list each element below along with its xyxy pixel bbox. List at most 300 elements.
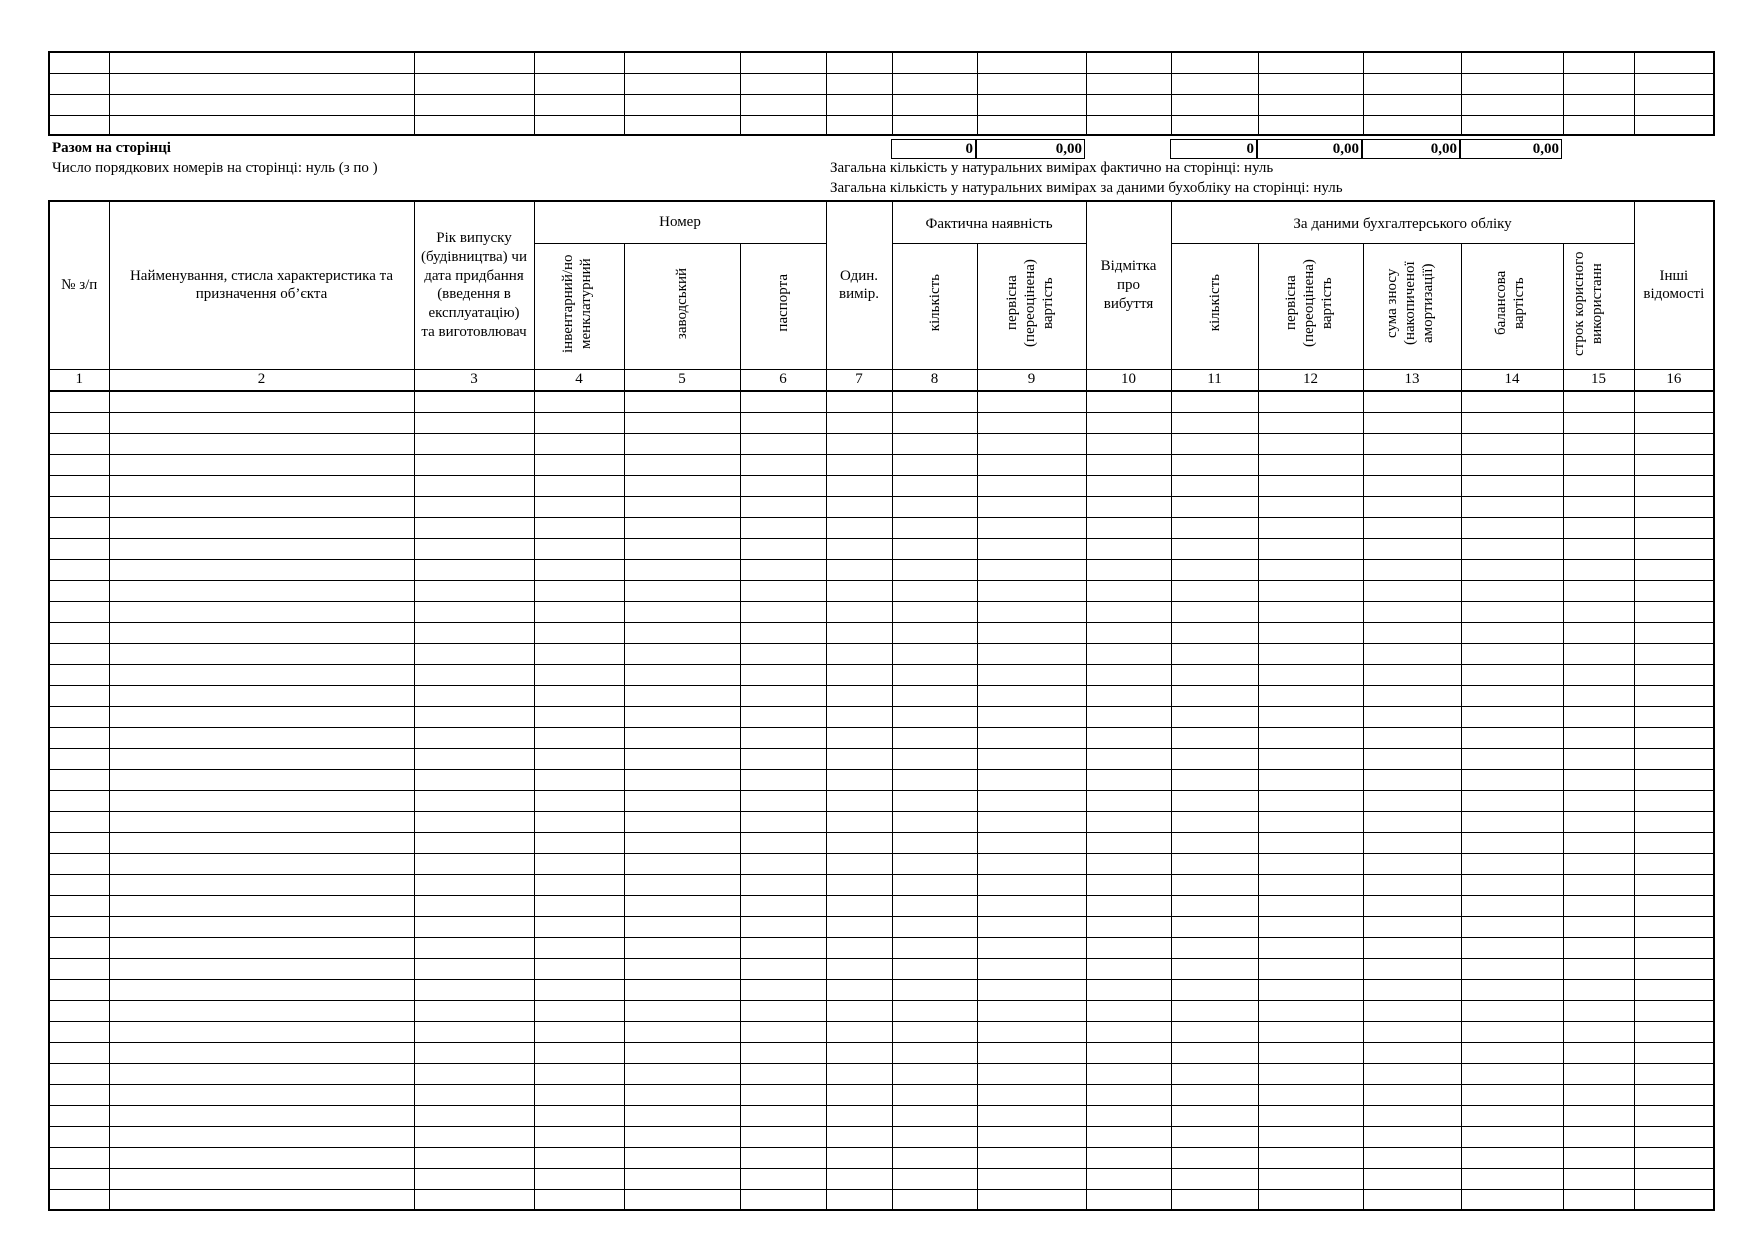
table-cell [1363,391,1461,412]
table-cell [109,1105,414,1126]
table-cell [1363,1000,1461,1021]
column-number: 2 [109,369,414,391]
header-other-text: Інші відомості [1643,267,1705,303]
table-cell [414,559,534,580]
table-cell [977,853,1086,874]
table-cell [49,1042,109,1063]
table-cell [1171,433,1258,454]
table-cell [892,874,977,895]
table-cell [740,454,826,475]
total-actual-quantity: 0 [891,139,976,159]
header-unit [826,201,892,369]
table-cell [49,1189,109,1210]
previous-table-row [49,115,1714,135]
table-cell [892,790,977,811]
table-cell [1634,1084,1714,1105]
table-cell [49,979,109,1000]
table-cell [624,1042,740,1063]
table-cell [109,1084,414,1105]
column-number: 15 [1563,369,1634,391]
table-cell [414,517,534,538]
header-disposal-mark-text: Відмітка про вибуття [1100,258,1157,312]
table-cell [1086,811,1171,832]
table-cell [826,433,892,454]
table-cell [414,580,534,601]
table-cell [1171,643,1258,664]
table-cell [740,685,826,706]
table-cell [1563,517,1634,538]
table-cell [1258,601,1363,622]
header-disposal-mark [1086,201,1171,369]
table-cell [534,1084,624,1105]
table-cell [414,1147,534,1168]
table-cell [1461,517,1563,538]
header-depreciation [1363,243,1461,369]
table-cell [977,643,1086,664]
table-cell [826,727,892,748]
table-cell [49,1168,109,1189]
table-cell [624,391,740,412]
table-cell [1258,1000,1363,1021]
table-row [49,958,1714,979]
table-cell [624,517,740,538]
total-actual-value: 0,00 [976,139,1085,159]
table-cell [624,601,740,622]
table-row [49,811,1714,832]
table-cell [826,1084,892,1105]
table-cell [109,853,414,874]
table-cell [1258,1021,1363,1042]
table-cell [740,391,826,412]
table-cell [1171,475,1258,496]
table-cell [1363,1021,1461,1042]
table-cell [624,1126,740,1147]
table-cell [826,622,892,643]
header-accounting-initial-value-text: первісна (переоцінена) вартість [1282,259,1335,348]
table-cell [109,979,414,1000]
table-cell [49,52,109,73]
table-cell [892,769,977,790]
table-cell [1086,73,1171,94]
table-cell [1171,1063,1258,1084]
table-cell [1461,1063,1563,1084]
table-cell [892,937,977,958]
table-cell [826,790,892,811]
table-cell [1086,1126,1171,1147]
table-cell [740,832,826,853]
table-cell [1461,1189,1563,1210]
table-cell [977,1000,1086,1021]
table-cell [1563,1126,1634,1147]
table-cell [49,391,109,412]
header-name-text: Найменування, стисла характеристика та призначення об’єкта [129,267,394,303]
table-cell [534,601,624,622]
table-cell [1363,1189,1461,1210]
table-cell [1461,1084,1563,1105]
table-cell [414,454,534,475]
table-cell [892,559,977,580]
table-row [49,496,1714,517]
table-cell [49,1000,109,1021]
table-cell [1363,601,1461,622]
table-cell [892,433,977,454]
table-cell [1634,496,1714,517]
table-cell [1634,1126,1714,1147]
table-row [49,664,1714,685]
table-cell [1086,1063,1171,1084]
table-cell [1258,73,1363,94]
table-cell [826,1000,892,1021]
table-cell [977,874,1086,895]
table-cell [1563,685,1634,706]
table-row [49,643,1714,664]
header-passport [740,243,826,369]
table-cell [892,727,977,748]
table-cell [534,475,624,496]
table-cell [109,538,414,559]
table-cell [624,685,740,706]
table-cell [892,622,977,643]
table-cell [1171,1147,1258,1168]
table-cell [1363,1063,1461,1084]
table-cell [1363,853,1461,874]
table-row [49,475,1714,496]
table-cell [1634,52,1714,73]
table-cell [1171,979,1258,1000]
table-cell [109,1063,414,1084]
table-cell [1086,1000,1171,1021]
actual-quantity-summary: Загальна кількість у натуральних вимірах фактично на сторінці: нуль [830,160,1274,176]
table-cell [1363,685,1461,706]
table-cell [414,643,534,664]
table-cell [977,1042,1086,1063]
table-cell [624,94,740,115]
table-cell [1086,979,1171,1000]
table-cell [49,1105,109,1126]
table-cell [414,685,534,706]
table-cell [1363,895,1461,916]
table-cell [892,1189,977,1210]
table-cell [1171,1105,1258,1126]
table-row [49,685,1714,706]
table-cell [1563,1000,1634,1021]
table-cell [826,115,892,135]
table-row [49,748,1714,769]
table-cell [414,94,534,115]
table-cell [977,895,1086,916]
table-cell [534,94,624,115]
column-number: 9 [977,369,1086,391]
table-cell [109,52,414,73]
table-cell [49,958,109,979]
table-cell [892,412,977,433]
table-cell [1363,979,1461,1000]
table-cell [826,1042,892,1063]
column-number: 1 [49,369,109,391]
table-cell [1086,1189,1171,1210]
table-cell [1461,811,1563,832]
table-cell [624,1000,740,1021]
table-cell [1086,937,1171,958]
table-row [49,832,1714,853]
table-cell [1258,1084,1363,1105]
table-cell [49,916,109,937]
table-cell [49,538,109,559]
table-cell [414,979,534,1000]
table-cell [1634,412,1714,433]
table-cell [1363,496,1461,517]
table-cell [826,517,892,538]
table-row [49,1063,1714,1084]
table-cell [534,433,624,454]
header-factory [624,243,740,369]
table-cell [1363,580,1461,601]
table-cell [1258,538,1363,559]
table-cell [624,643,740,664]
table-cell [1461,538,1563,559]
table-cell [977,1126,1086,1147]
table-cell [826,1168,892,1189]
table-cell [624,853,740,874]
table-cell [534,937,624,958]
table-cell [1461,727,1563,748]
table-cell [414,811,534,832]
table-cell [1563,748,1634,769]
column-number: 12 [1258,369,1363,391]
table-cell [49,706,109,727]
table-cell [977,958,1086,979]
header-balance-value-text: балансова вартість [1493,270,1528,336]
table-cell [740,1000,826,1021]
table-cell [1258,412,1363,433]
table-cell [1258,916,1363,937]
table-cell [49,622,109,643]
table-cell [534,832,624,853]
table-cell [109,1021,414,1042]
table-row [49,706,1714,727]
table-cell [414,475,534,496]
table-cell [534,895,624,916]
table-cell [977,706,1086,727]
table-cell [1171,496,1258,517]
table-cell [1461,94,1563,115]
table-cell [740,874,826,895]
table-cell [1171,937,1258,958]
table-cell [414,706,534,727]
table-cell [1086,433,1171,454]
table-cell [1086,1021,1171,1042]
table-cell [1363,73,1461,94]
table-cell [1258,874,1363,895]
table-cell [49,412,109,433]
column-number: 14 [1461,369,1563,391]
table-cell [1461,937,1563,958]
table-cell [1634,832,1714,853]
table-cell [49,769,109,790]
header-accounting-quantity [1171,243,1258,369]
table-cell [977,52,1086,73]
table-cell [1634,475,1714,496]
table-cell [1171,559,1258,580]
table-cell [534,811,624,832]
column-number: 6 [740,369,826,391]
table-cell [1563,559,1634,580]
table-cell [1258,853,1363,874]
table-cell [534,874,624,895]
table-cell [977,517,1086,538]
table-cell [1086,52,1171,73]
header-passport-text: паспорта [775,274,791,332]
table-cell [977,1168,1086,1189]
table-cell [826,664,892,685]
table-cell [414,916,534,937]
table-cell [1086,94,1171,115]
table-cell [414,1063,534,1084]
table-cell [1258,643,1363,664]
table-cell [1171,664,1258,685]
table-row [49,391,1714,412]
table-cell [826,958,892,979]
table-cell [534,979,624,1000]
table-cell [826,832,892,853]
table-cell [826,496,892,517]
table-cell [1171,94,1258,115]
table-cell [1258,1168,1363,1189]
table-cell [1086,559,1171,580]
table-cell [1086,895,1171,916]
table-cell [414,622,534,643]
table-cell [1634,559,1714,580]
table-row [49,1189,1714,1210]
table-cell [1258,706,1363,727]
table-cell [1563,727,1634,748]
table-cell [892,1147,977,1168]
table-cell [1461,1105,1563,1126]
table-cell [740,115,826,135]
column-number: 13 [1363,369,1461,391]
table-cell [1086,916,1171,937]
table-cell [1086,454,1171,475]
table-cell [534,643,624,664]
table-cell [977,391,1086,412]
column-number: 11 [1171,369,1258,391]
table-cell [109,475,414,496]
table-cell [826,769,892,790]
table-cell [1171,622,1258,643]
table-cell [1563,412,1634,433]
table-cell [1171,874,1258,895]
table-cell [1171,769,1258,790]
table-row [49,1105,1714,1126]
table-cell [49,115,109,135]
table-cell [624,1063,740,1084]
table-cell [1461,958,1563,979]
table-cell [1563,475,1634,496]
table-cell [740,1063,826,1084]
table-cell [49,517,109,538]
table-cell [1171,1000,1258,1021]
table-cell [740,580,826,601]
table-cell [109,94,414,115]
table-cell [49,1147,109,1168]
table-cell [1563,391,1634,412]
table-cell [1634,454,1714,475]
table-cell [534,496,624,517]
table-cell [1461,391,1563,412]
header-useful-life [1563,243,1634,369]
header-actual-quantity [892,243,977,369]
table-cell [1363,832,1461,853]
table-cell [1086,874,1171,895]
table-cell [826,538,892,559]
column-number: 7 [826,369,892,391]
table-cell [414,1021,534,1042]
table-cell [109,874,414,895]
table-cell [1171,916,1258,937]
table-cell [1634,1189,1714,1210]
table-cell [49,559,109,580]
table-cell [892,643,977,664]
table-cell [1563,1042,1634,1063]
table-cell [1634,1168,1714,1189]
table-cell [414,727,534,748]
table-cell [109,412,414,433]
table-cell [1634,433,1714,454]
table-cell [109,454,414,475]
table-cell [1634,790,1714,811]
table-cell [414,601,534,622]
table-cell [624,1168,740,1189]
table-cell [740,52,826,73]
table-cell [1258,979,1363,1000]
table-cell [892,517,977,538]
table-cell [49,1126,109,1147]
table-cell [534,1189,624,1210]
table-cell [49,664,109,685]
table-cell [1258,115,1363,135]
table-cell [1171,52,1258,73]
table-cell [1363,706,1461,727]
table-cell [109,1000,414,1021]
table-cell [414,874,534,895]
table-cell [624,475,740,496]
table-cell [414,664,534,685]
table-cell [1258,727,1363,748]
table-row [49,874,1714,895]
table-cell [624,937,740,958]
table-cell [109,958,414,979]
table-cell [1461,433,1563,454]
table-cell [534,115,624,135]
table-cell [1258,1147,1363,1168]
table-cell [892,538,977,559]
header-actual-group: Фактична наявність [892,201,1086,243]
table-cell [1634,706,1714,727]
table-cell [740,73,826,94]
table-cell [892,1105,977,1126]
table-cell [109,811,414,832]
table-cell [892,1042,977,1063]
table-cell [740,937,826,958]
table-cell [1363,412,1461,433]
table-cell [414,1189,534,1210]
table-cell [740,958,826,979]
table-cell [1461,1000,1563,1021]
table-cell [1461,475,1563,496]
table-cell [826,1126,892,1147]
table-cell [740,1147,826,1168]
column-number: 5 [624,369,740,391]
